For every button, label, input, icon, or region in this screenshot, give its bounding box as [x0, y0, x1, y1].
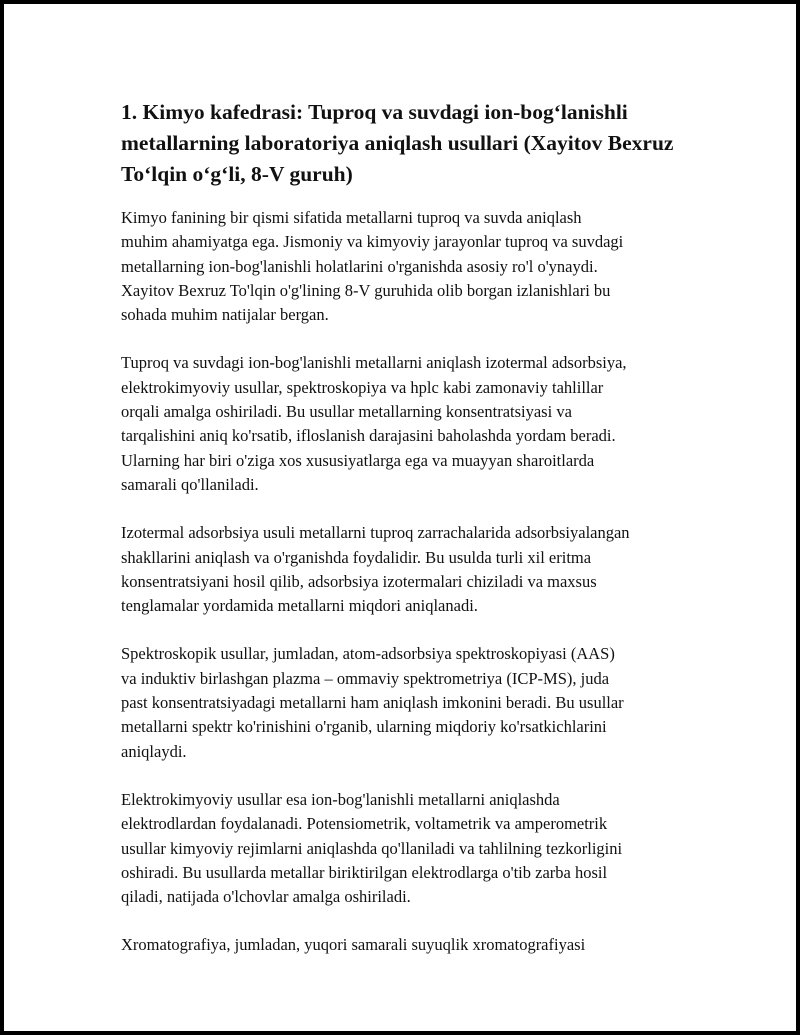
paragraph-chromatography: Xromatografiya, jumladan, yuqori samarali suyuqlik xromatografiyasi	[121, 935, 586, 955]
document-title: 1. Kimyo kafedrasi: Tuproq va suvdagi ion-bog‘lanishli metallarning laboratoriya aniqlash usullari (Xayitov Bexruz To‘lqin o‘g‘li, 8-V guruh)	[121, 100, 674, 186]
paragraph-spectroscopy: Spektroskopik usullar, jumladan, atom-adsorbsiya spektroskopiyasi (AAS) va induktiv birlashgan plazma – ommaviy spektrometriya (ICP-MS), juda past konsentratsiyadagi metallarni ham aniqlash imkonini beradi. Bu usullar metallarni spektr ko'rinishini o'rganib, ularning miqdoriy ko'rsatkichlarini aniqlaydi.	[121, 644, 624, 761]
paragraph-methods-overview: Tuproq va suvdagi ion-bog'lanishli metallarni aniqlash izotermal adsorbsiya, elektrokimyoviy usullar, spektroskopiya va hplc kabi zamonaviy tahlillar orqali amalga oshiriladi. Bu usullar metallarning konsentratsiyasi va tarqalishini aniq ko'rsatib, ifloslanish darajasini baholashda yordam beradi. Ularning har biri o'ziga xos xususiyatlarga ega va muayyan sharoitlarda samarali qo'llaniladi.	[121, 353, 627, 494]
paragraph-isothermal-adsorption: Izotermal adsorbsiya usuli metallarni tuproq zarrachalarida adsorbsiyalangan shakllarini aniqlash va o'rganishda foydalidir. Bu usulda turli xil eritma konsentratsiyani hosil qilib, adsorbsiya izotermalari chiziladi va maxsus tenglamalar yordamida metallarni miqdori aniqlanadi.	[121, 523, 630, 616]
paragraph-electrochemistry: Elektrokimyoviy usullar esa ion-bog'lanishli metallarni aniqlashda elektrodlardan foydalanadi. Potensiometrik, voltametrik va amperometrik usullar kimyoviy rejimlarni aniqlashda qo'llaniladi va tahlilning tezkorligini oshiradi. Bu usullarda metallar biriktirilgan elektrodlarga o'tib zarba hosil qiladi, natijada o'lchovlar amalga oshiriladi.	[121, 789, 623, 907]
document-body	[121, 97, 701, 982]
paragraph-intro: Kimyo fanining bir qismi sifatida metallarni tuproq va suvda aniqlash muhim ahamiyatga ega. Jismoniy va kimyoviy jarayonlar tuproq va suvdagi metallarning ion-bog'lanishli holatlarini o'rganishda asosiy ro'l o'ynaydi. Xayitov Bexruz To'lqin o'g'lining 8-V guruhida olib borgan izlanishlari bu sohada muhim natijalar bergan.	[121, 208, 624, 325]
